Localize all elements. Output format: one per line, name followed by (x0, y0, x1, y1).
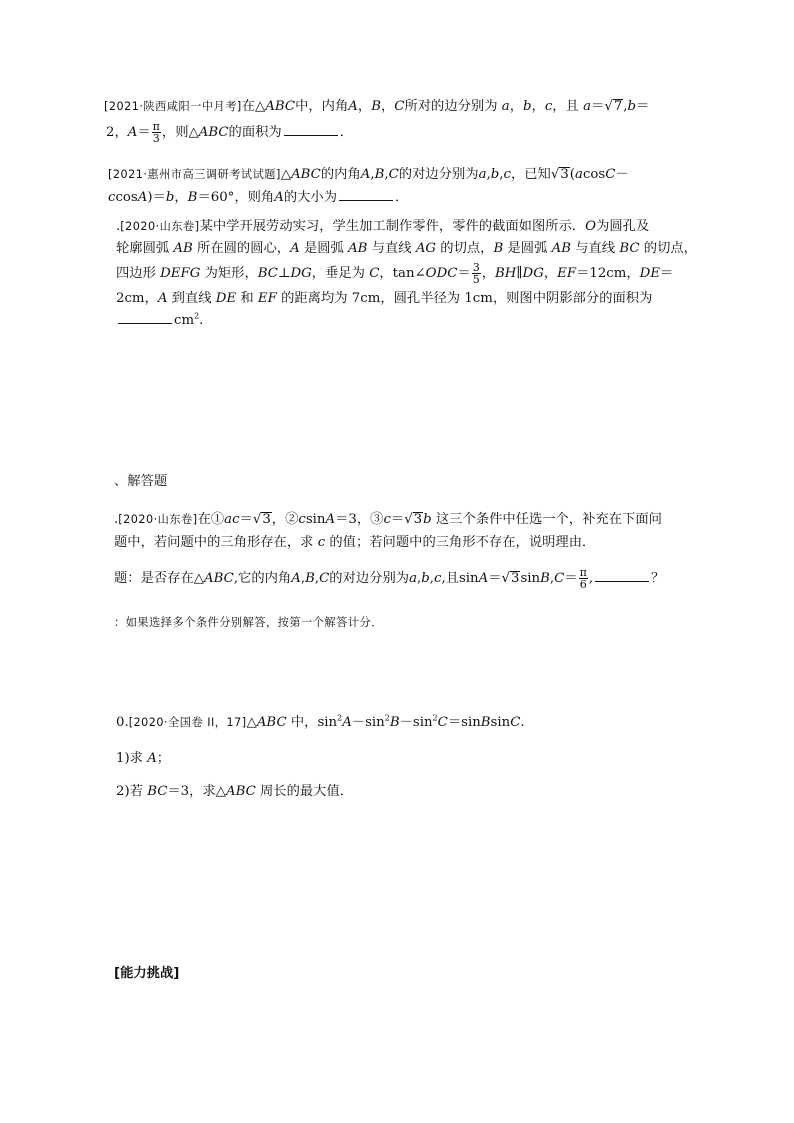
answer-blank[interactable] (339, 188, 393, 201)
q5-part2: 2)若 BC＝3，求△ABC 周长的最大值． (116, 784, 354, 799)
sqrt-3b: √3 (404, 512, 423, 527)
q4-line3: 题：是否存在△ABC,它的内角A,B,C的对边分别为a,b,c,且sinA＝√3sinB,C＝ $\frac{\pi}{6}$ , ？ (114, 566, 665, 591)
sqrt-3: √3 (501, 571, 520, 586)
fraction-3-over-5: $\frac{3}{5}$ (472, 261, 480, 286)
q3-line3: 四边形 DEFG 为矩形，BC⊥DG，垂足为 C，tan∠ODC＝ $\frac{3}{5}$ ，BH∥DG，EF＝12cm，DE＝ (116, 261, 674, 286)
sqrt-3: √3 (550, 167, 569, 182)
q1-text: 2， (106, 125, 128, 140)
q1-text: 中，内角 (295, 99, 349, 114)
challenge-title: [能力挑战] (114, 966, 180, 981)
q3-line5: $cm^2$. (116, 311, 203, 330)
q1-text: 在△ (241, 99, 266, 114)
fraction-pi-over-6: $\frac{\pi}{6}$ (579, 566, 587, 591)
answer-blank[interactable] (284, 123, 338, 136)
answer-blank[interactable] (595, 569, 649, 582)
section-title: 、解答题 (114, 474, 168, 489)
q5-line1: 0.[2020·全国卷 II，17]△ABC 中，$\sin^2A-\sin^2B-\sin^2C=sinBsinC$. (116, 713, 525, 730)
q4-source: [2020·山东卷] (118, 513, 198, 526)
q4-line2: 题中，若问题中的三角形存在，求 c 的值；若问题中的三角形不存在，说明理由． (114, 535, 596, 550)
q1-text: 的面积为 (228, 125, 282, 140)
sqrt-3: √3 (252, 512, 271, 527)
q1-var-abc: ABC (265, 99, 296, 114)
q1-line2: 2，A＝ $\frac{\pi}{3}$ ，则△ABC的面积为 ． (106, 120, 354, 145)
q2-line2: ccosA)＝b，B＝60°，则角A的大小为 ． (108, 190, 409, 205)
q1-line1: [2021·陕西咸阳一中月考]在△ABC中，内角A，B，C所对的边分别为 a，b，c，且 a＝√7,b＝ (104, 99, 650, 114)
q3-line2: 轮廓圆弧 AB 所在圆的圆心，A 是圆弧 AB 与直线 AG 的切点，B 是圆弧 AB 与直线 BC 的切点， (116, 241, 697, 256)
q1-text: ，则△ (161, 125, 199, 140)
q4-line1: .[2020·山东卷]在①ac＝√3，②csinA＝3，③c＝√3b 这三个条件中任选一个，补充在下面问 (114, 512, 662, 527)
q2-line1: [2021·惠州市高三调研考试试题]△ABC的内角A,B,C的对边分别为a,b,c，已知√3(acosC－ (108, 167, 629, 182)
q1-text: 所对的边分别为 (404, 99, 498, 114)
answer-blank[interactable] (118, 311, 172, 324)
q4-note: ：如果选择多个条件分别解答，按第一个解答计分． (114, 616, 383, 629)
sqrt-7: √7 (604, 99, 623, 114)
q1-text: ，且 (552, 99, 579, 114)
fraction-pi-over-3: $\frac{\pi}{3}$ (152, 120, 160, 145)
q1-source: [2021·陕西咸阳一中月考] (104, 100, 242, 113)
q3-line1: .[2020·山东卷]某中学开展劳动实习，学生加工制作零件，零件的截面如图所示．O为圆孔及 (116, 219, 650, 234)
q2-source: [2021·惠州市高三调研考试试题] (108, 168, 281, 181)
q3-line4: 2cm，A 到直线 DE 和 EF 的距离均为 7cm，圆孔半径为 1cm，则图中阴影部分的面积为 (116, 291, 653, 306)
q5-source: [2020·全国卷 II，17] (128, 716, 247, 729)
q5-part1: 1)求 A； (116, 751, 171, 766)
q3-source: [2020·山东卷] (120, 220, 200, 233)
